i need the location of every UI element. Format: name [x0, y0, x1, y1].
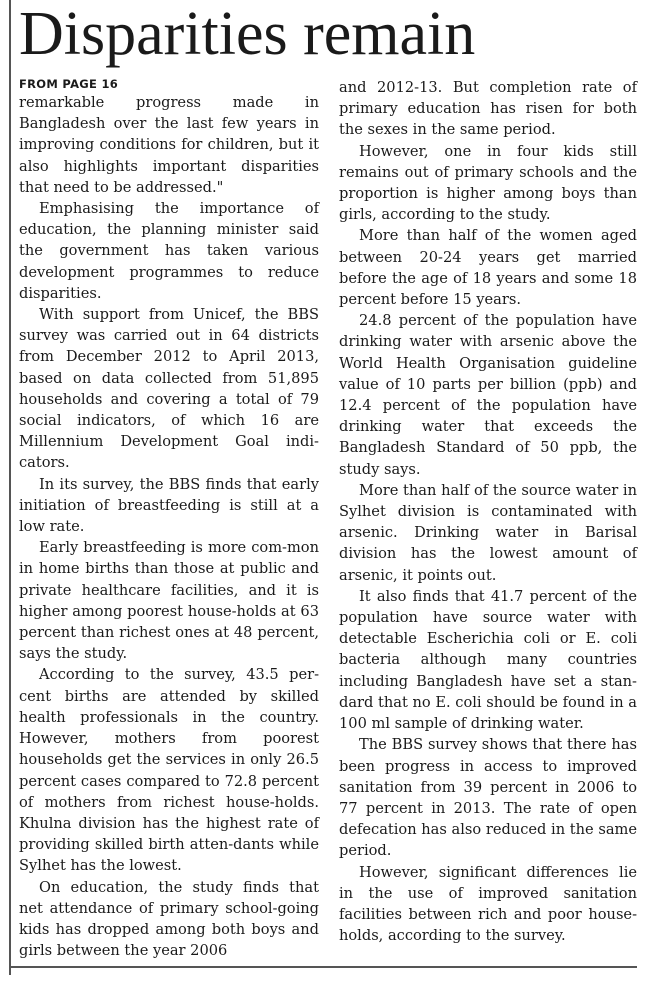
paragraph: More than half of the women aged between 20-24 years get married before the age of 18 years and some 18 percent before 15 years.	[339, 227, 637, 309]
paragraph: On education, the study finds that net attendance of primary school-going kids has dropped among both boys and girls between the year 2006	[19, 878, 319, 960]
paragraph: Emphasising the importance of education, the planning minister said the government has taken various development programmes to reduce disparities.	[19, 200, 319, 302]
paragraph: remarkable progress made in Bangladesh over the last few years in improving conditions for children, but it also highlights important disparities that need to be addressed."	[19, 94, 319, 196]
paragraph: Early breastfeeding is more com-mon in home births than those at public and private healthcare facilities, and it is higher among poorest house-holds at 63 percent than richest ones at 48 percent, says the study.	[19, 539, 319, 663]
continued-from-label: FROM PAGE 16	[19, 77, 119, 91]
left-column	[19, 77, 319, 961]
headline: Disparities remain	[19, 0, 476, 68]
paragraph: and 2012-13. But completion rate of primary education has risen for both the sexes in the same period.	[339, 79, 637, 139]
bottom-rule	[9, 966, 637, 968]
paragraph: With support from Unicef, the BBS survey was carried out in 64 districts from December 2012 to April 2013, based on data collected from 51,895 households and covering a total of 79 social indicators, of which 16 are Millennium Development Goal indi-cators.	[19, 306, 319, 472]
paragraph: However, significant differences lie in the use of improved sanitation facilities between rich and poor house-holds, according to the survey.	[339, 863, 637, 945]
paragraph: The BBS survey shows that there has been progress in access to improved sanitation from 39 percent in 2006 to 77 percent in 2013. The rate of open defecation has also reduced in the same period.	[339, 736, 637, 860]
paragraph: In its survey, the BBS finds that early initiation of breastfeeding is still at a low rate.	[19, 475, 319, 536]
paragraph: According to the survey, 43.5 per-cent births are attended by skilled health professionals in the country. However, mothers from poorest households get the services in only 26.5 percent cases compared to 72.8 percent of mothers from richest house-holds. Khulna division has the highest rate of providing skilled birth atten-dants while Sylhet has the lowest.	[19, 666, 319, 875]
paragraph: It also finds that 41.7 percent of the population have source water with detectable Escherichia coli or E. coli bacteria although many countries including Bangladesh have set a stan-dard that no E. coli should be found in a 100 ml sample of drinking water.	[339, 587, 637, 733]
paragraph: However, one in four kids still remains out of primary schools and the proportion is higher among boys than girls, according to the study.	[339, 142, 637, 224]
right-column	[339, 77, 637, 946]
left-column-rule	[9, 0, 11, 975]
paragraph: 24.8 percent of the population have drinking water with arsenic above the World Health Organisation guideline value of 10 parts per billion (ppb) and 12.4 percent of the population have drinking water that exceeds the Bangladesh Standard of 50 ppb, the study says.	[339, 312, 637, 478]
paragraph: More than half of the source water in Sylhet division is contaminated with arsenic. Drinking water in Barisal division has the lowest amount of arsenic, it points out.	[339, 481, 637, 584]
